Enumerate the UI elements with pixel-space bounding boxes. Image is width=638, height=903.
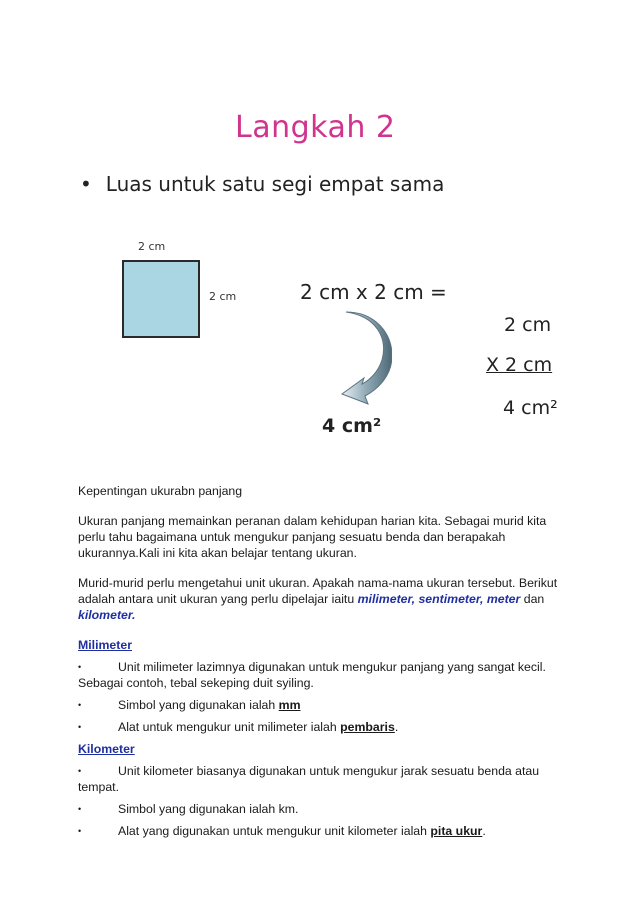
units-emphasis-3: kilometer.: [78, 608, 136, 622]
list-item-text: Unit milimeter lazimnya digunakan untuk mengukur panjang yang sangat kecil.: [118, 660, 546, 674]
list-item-continuation: Sebagai contoh, tebal sekeping duit syiling.: [78, 676, 314, 690]
figure-title: Langkah 2: [235, 110, 396, 145]
area-equation: 2 cm x 2 cm =: [300, 280, 447, 304]
list-item-text: Unit kilometer biasanya digunakan untuk mengukur jarak sesuatu benda atau: [118, 764, 540, 778]
tool-pembaris: pembaris: [340, 720, 395, 734]
list-item-text: Simbol yang digunakan ialah km.: [118, 802, 299, 816]
list-item: [78, 823, 558, 839]
list-item-text: Alat yang digunakan untuk mengukur unit kilometer ialah: [118, 824, 427, 838]
list-item: [78, 659, 558, 675]
figure-bullet: [80, 172, 444, 196]
period: .: [482, 824, 486, 838]
tool-pita-ukur: pita ukur: [430, 824, 483, 838]
figure-bullet-text: Luas untuk satu segi empat sama: [105, 172, 445, 196]
list-item-text: Alat untuk mengukur unit milimeter ialah: [118, 720, 337, 734]
list-item: [78, 801, 558, 817]
kilometer-heading: Kilometer: [78, 742, 135, 756]
bullet-icon: •: [78, 804, 82, 814]
paragraph-units: [78, 575, 558, 623]
bullet-icon: •: [78, 766, 82, 776]
bullet-marker: •: [80, 172, 92, 196]
bullet-icon: •: [78, 662, 82, 672]
bullet-icon: •: [78, 700, 82, 710]
work-line-2: X 2 cm: [486, 354, 553, 376]
units-emphasis-2: meter: [486, 592, 521, 606]
square-top-dimension: 2 cm: [138, 240, 166, 253]
milimeter-heading: Milimeter: [78, 638, 132, 652]
list-item-text: Simbol yang digunakan ialah: [118, 698, 276, 712]
section-heading: Kepentingan ukurabn panjang: [78, 484, 243, 498]
units-dan: dan: [523, 592, 545, 606]
list-item: [78, 719, 558, 735]
bullet-icon: •: [78, 722, 82, 732]
period: .: [394, 720, 399, 734]
bullet-icon: •: [78, 826, 82, 836]
paragraph-intro: Ukuran panjang memainkan peranan dalam kehidupan harian kita. Sebagai murid kita perlu tahu bagaimana untuk mengukur panjang sesuatu benda dan berapakah ukurannya.Kali ini kita akan belajar tentang ukuran.: [78, 514, 547, 560]
work-line-1: 2 cm: [504, 314, 552, 336]
document-body: [78, 483, 558, 839]
list-item: [78, 697, 558, 713]
curved-arrow-icon: [332, 308, 392, 408]
area-result: 4 cm²: [322, 415, 382, 437]
units-emphasis-1: milimeter, sentimeter,: [357, 592, 484, 606]
list-item: [78, 763, 558, 779]
slide-figure: [70, 100, 570, 450]
square-right-dimension: 2 cm: [209, 290, 237, 303]
square-shape: [122, 260, 200, 338]
symbol-mm: mm: [278, 698, 301, 712]
list-item-continuation: tempat.: [78, 780, 120, 794]
work-line-3: 4 cm²: [503, 397, 558, 419]
paragraph-units-text: Murid-murid perlu mengetahui unit ukuran. Apakah nama-nama ukuran tersebut. Berikut adalah antara unit ukuran yang perlu dipelajar iaitu: [78, 576, 558, 606]
